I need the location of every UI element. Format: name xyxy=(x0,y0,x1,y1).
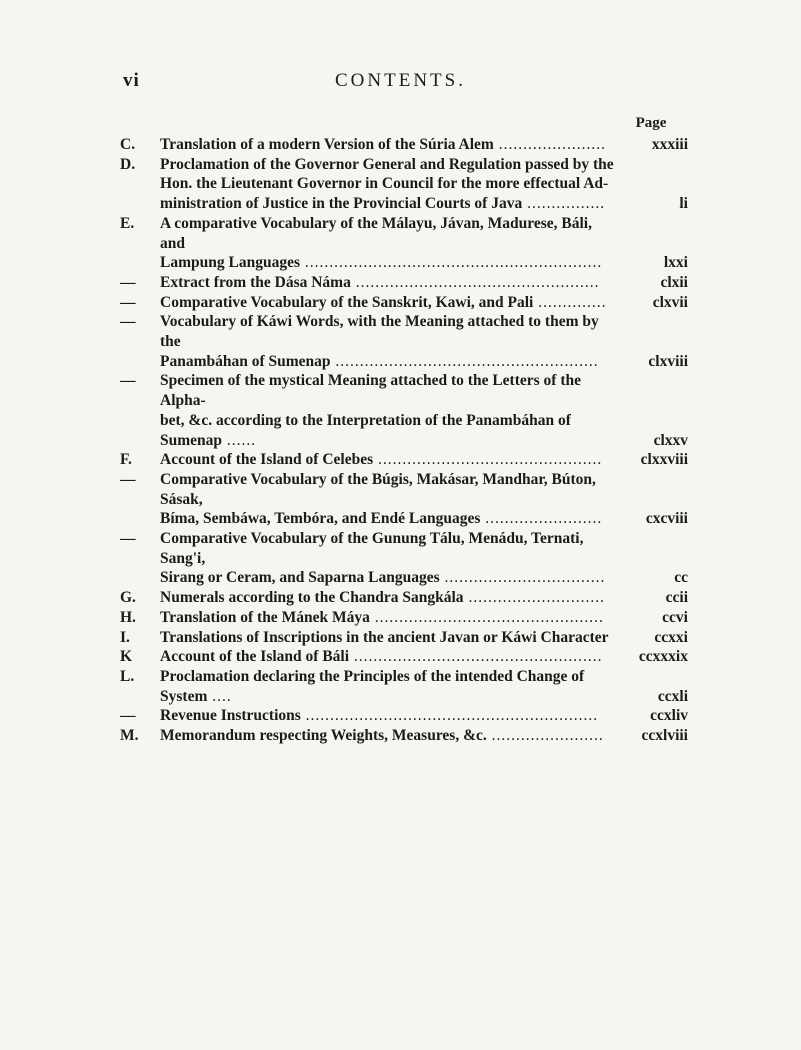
entry-title xyxy=(160,450,616,470)
toc-entry xyxy=(0,312,801,371)
page-number: vi xyxy=(123,70,140,91)
entry-title-line xyxy=(160,647,616,667)
dot-leader: ........................ xyxy=(480,510,603,528)
entry-title-line xyxy=(160,312,616,351)
entry-title-line xyxy=(160,273,616,293)
entry-title-text: Translation of the Mánek Máya xyxy=(160,608,370,626)
entry-title xyxy=(160,273,616,293)
entry-title-line xyxy=(160,194,616,214)
entry-letter: G. xyxy=(120,589,136,607)
entry-letter: H. xyxy=(120,608,136,626)
entry-title xyxy=(160,371,616,450)
entry-title-text: Vocabulary of Káwi Words, with the Meaning attached to them by the xyxy=(160,313,599,351)
dot-leader: ...................... xyxy=(493,136,606,153)
entry-title-line xyxy=(160,214,616,253)
entry-title xyxy=(160,647,616,667)
entry-title xyxy=(160,529,616,588)
toc-entry xyxy=(0,726,801,746)
entry-title-line xyxy=(160,608,616,628)
page-column-heading: Page xyxy=(635,115,667,131)
entry-title xyxy=(160,312,616,371)
entry-letter: — xyxy=(120,707,136,725)
entry-page-number: clxii xyxy=(660,273,688,291)
entry-title-line xyxy=(160,706,616,726)
entry-page-number: xxxiii xyxy=(651,136,688,153)
entry-page-number: clxvii xyxy=(652,293,688,311)
entry-title-text: Comparative Vocabulary of the Sanskrit, Kawi, and Pali xyxy=(160,293,534,311)
entry-title-line xyxy=(160,253,616,273)
entry-title-text: Account of the Island of Celebes xyxy=(160,451,374,469)
dot-leader: .............. xyxy=(533,293,607,311)
page-header xyxy=(0,70,801,100)
entry-letter: — xyxy=(120,293,136,311)
entry-title-line xyxy=(160,135,616,155)
dot-leader: ....................... xyxy=(486,727,604,745)
entry-letter: D. xyxy=(120,155,136,173)
entry-title-line xyxy=(160,174,616,194)
entry-title-line xyxy=(160,470,616,509)
entry-page-number: clxxviii xyxy=(640,451,688,469)
entry-page-number: ccvi xyxy=(662,608,688,626)
entry-title-line xyxy=(160,411,616,450)
toc-entry xyxy=(0,470,801,529)
entry-title xyxy=(160,706,616,726)
dot-leader: .................................................. xyxy=(350,273,600,291)
entry-letter: — xyxy=(120,273,136,291)
entry-title xyxy=(160,588,616,608)
entry-title-text: Translation of a modern Version of the Súria Alem xyxy=(160,136,494,153)
entry-title-line xyxy=(160,352,616,372)
entry-page-number: ccxliv xyxy=(650,707,688,725)
entry-title-line xyxy=(160,568,616,588)
entry-title-line xyxy=(160,371,616,410)
entry-title-text: Proclamation declaring the Principles of the intended Change of System xyxy=(160,667,585,705)
dot-leader: ...... xyxy=(222,431,257,449)
entry-title-text: Numerals according to the Chandra Sangkála xyxy=(160,589,464,607)
entry-title-text: Lampung Languages xyxy=(160,254,300,272)
entry-letter: M. xyxy=(120,727,139,745)
entry-title-text: Sirang or Ceram, and Saparna Languages xyxy=(160,569,440,587)
toc-entry xyxy=(0,135,801,155)
dot-leader: .... xyxy=(207,687,232,705)
toc-entry xyxy=(0,450,801,470)
dot-leader: ................ xyxy=(522,195,606,213)
entry-letter: E. xyxy=(120,214,135,232)
entry-title-text: Extract from the Dása Náma xyxy=(160,273,351,291)
entry-title xyxy=(160,135,616,155)
entry-title-line xyxy=(160,529,616,568)
entry-page-number: ccxlviii xyxy=(641,727,688,745)
entry-title-line xyxy=(160,450,616,470)
entry-letter: F. xyxy=(120,451,132,469)
dot-leader: ............................................... xyxy=(369,608,604,626)
entry-letter: K xyxy=(120,648,133,666)
dot-leader: ................................. xyxy=(439,569,606,587)
entry-title-text: A comparative Vocabulary of the Málayu, Jávan, Madurese, Báli, and xyxy=(160,214,592,252)
entry-title-text: Revenue Instructions xyxy=(160,707,301,725)
entry-page-number: ccxli xyxy=(657,687,688,705)
toc-entry xyxy=(0,588,801,608)
toc-entry xyxy=(0,155,801,214)
toc-entry xyxy=(0,628,801,648)
toc-entry xyxy=(0,293,801,313)
entry-letter: — xyxy=(120,313,136,331)
entry-title-line xyxy=(160,509,616,529)
toc-entry xyxy=(0,608,801,628)
entry-title xyxy=(160,293,616,313)
entry-title-text: Bíma, Sembáwa, Tembóra, and Endé Languages xyxy=(160,510,481,528)
entry-page-number: cc xyxy=(674,569,688,587)
entry-letter: — xyxy=(120,530,136,548)
dot-leader: .............................................. xyxy=(373,451,603,469)
entry-title-text: ministration of Justice in the Provincial Courts of Java xyxy=(160,195,523,213)
entry-title-text: Proclamation of the Governor General and Regulation passed by the xyxy=(160,155,614,173)
entry-title-text: Translations of Inscriptions in the ancient Javan or Káwi Character xyxy=(160,628,609,646)
entry-title-line xyxy=(160,588,616,608)
running-head: CONTENTS. xyxy=(335,70,466,91)
entry-letter: — xyxy=(120,372,136,390)
entry-title-line xyxy=(160,155,616,175)
entry-letter: — xyxy=(120,470,136,488)
entry-title-text: Specimen of the mystical Meaning attached to the Letters of the Alpha- xyxy=(160,372,581,410)
entry-title xyxy=(160,628,616,648)
entry-title-text: Panambáhan of Sumenap xyxy=(160,352,331,370)
toc-entry xyxy=(0,371,801,450)
entry-page-number: ccii xyxy=(665,589,688,607)
entry-title-text: Comparative Vocabulary of the Gunung Tálu, Menádu, Ternati, Sang'i, xyxy=(160,530,584,567)
entry-title-text: Memorandum respecting Weights, Measures, &c. xyxy=(160,727,487,745)
entry-title xyxy=(160,608,616,628)
dot-leader: ............................................................. xyxy=(299,254,603,272)
toc-entry xyxy=(0,706,801,726)
entry-title xyxy=(160,155,616,214)
toc-entry xyxy=(0,647,801,667)
entry-title-text: Comparative Vocabulary of the Búgis, Makásar, Mandhar, Búton, Sásak, xyxy=(160,470,596,508)
entry-title-line xyxy=(160,667,616,706)
toc-entry xyxy=(0,214,801,273)
entry-page-number: cxcviii xyxy=(645,510,688,528)
entry-title-line xyxy=(160,293,616,313)
entry-page-number: li xyxy=(679,195,688,213)
dot-leader: ................................................... xyxy=(349,648,603,666)
entry-title xyxy=(160,470,616,529)
entry-letter: L. xyxy=(120,667,135,685)
dot-leader: ............................ xyxy=(463,589,605,607)
entry-page-number: ccxxxix xyxy=(638,648,688,666)
entry-title-text: Account of the Island of Báli xyxy=(160,648,350,666)
toc-entry xyxy=(0,529,801,588)
entry-title xyxy=(160,726,616,746)
entry-letter: I. xyxy=(120,628,130,646)
entry-title-line xyxy=(160,726,616,746)
toc-entry xyxy=(0,273,801,293)
dot-leader: ...................................................... xyxy=(330,352,599,370)
toc-entry xyxy=(0,667,801,706)
entry-title xyxy=(160,214,616,273)
entry-page-number: clxxv xyxy=(653,431,688,449)
dot-leader: ............................................................ xyxy=(300,707,599,725)
entry-page-number: clxviii xyxy=(648,352,688,370)
table-of-contents xyxy=(0,135,801,746)
entry-title-line xyxy=(160,628,616,648)
entry-page-number: ccxxi xyxy=(654,628,688,646)
entry-title-text: Hon. the Lieutenant Governor in Council for the more effectual Ad- xyxy=(160,175,609,193)
entry-title xyxy=(160,667,616,706)
entry-page-number: lxxi xyxy=(663,254,688,272)
entry-title-text: bet, &c. according to the Interpretation of the Panambáhan of Sumenap xyxy=(160,411,571,449)
entry-letter: C. xyxy=(120,136,136,153)
